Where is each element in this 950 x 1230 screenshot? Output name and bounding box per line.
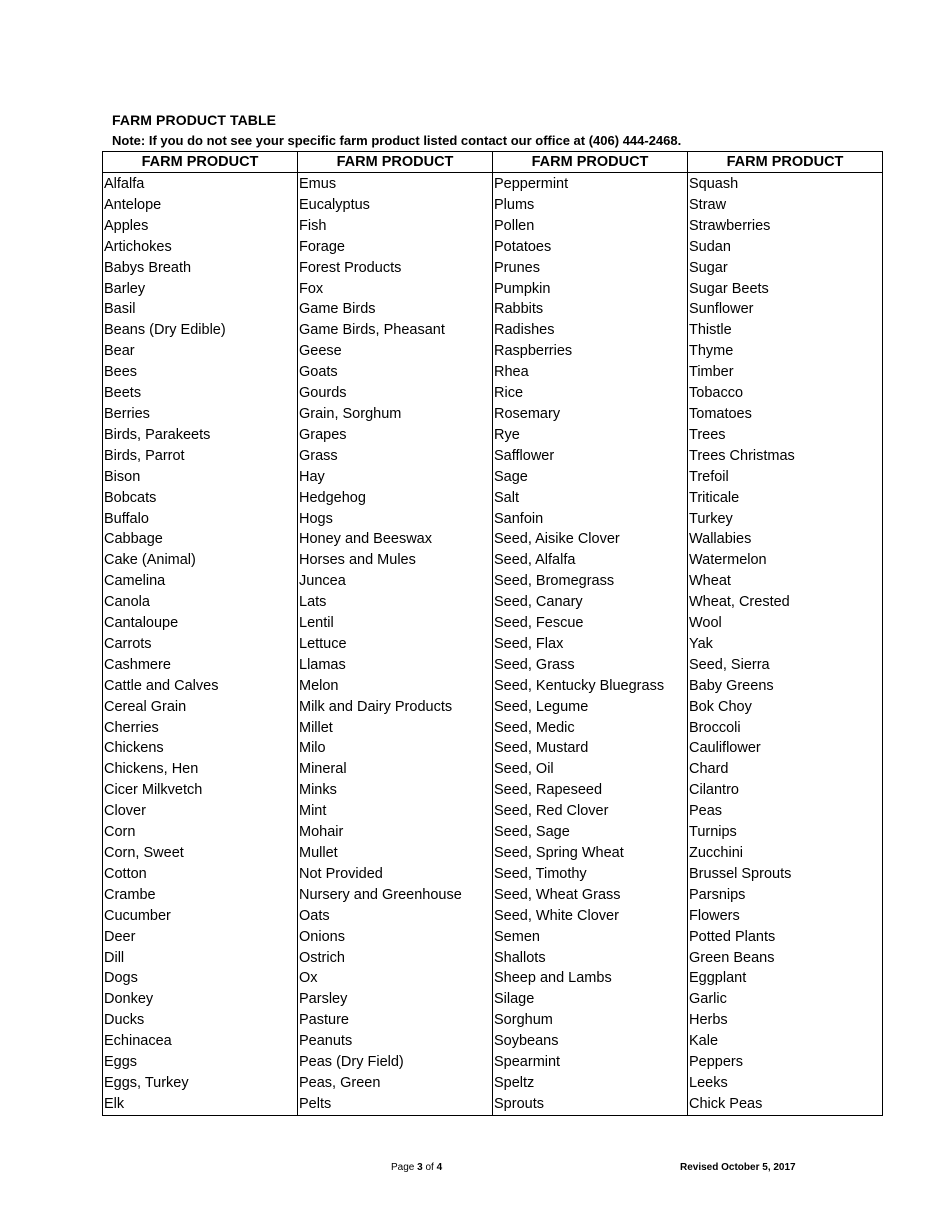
page-total: 4 [436, 1162, 443, 1173]
table-row [103, 488, 883, 509]
table-cell: Seed, Sage [493, 822, 688, 843]
table-cell: Eggs [103, 1052, 298, 1073]
table-row [103, 655, 883, 676]
table-row [103, 550, 883, 571]
table-cell: Antelope [103, 195, 298, 216]
table-cell: Peanuts [298, 1031, 493, 1052]
table-cell: Garlic [688, 989, 883, 1010]
table-row [103, 529, 883, 550]
table-cell: Crambe [103, 885, 298, 906]
table-cell: Birds, Parakeets [103, 425, 298, 446]
table-cell: Forage [298, 237, 493, 258]
column-header: FARM PRODUCT [493, 152, 688, 173]
table-cell: Thyme [688, 341, 883, 362]
table-cell: Chick Peas [688, 1094, 883, 1115]
table-cell: Sugar [688, 258, 883, 279]
table-row [103, 195, 883, 216]
table-cell: Mint [298, 801, 493, 822]
table-cell: Cabbage [103, 529, 298, 550]
table-row [103, 697, 883, 718]
table-cell: Sheep and Lambs [493, 968, 688, 989]
table-cell: Sprouts [493, 1094, 688, 1115]
table-cell: Hay [298, 467, 493, 488]
table-cell: Basil [103, 299, 298, 320]
table-cell: Speltz [493, 1073, 688, 1094]
table-row [103, 989, 883, 1010]
table-cell: Eggplant [688, 968, 883, 989]
table-cell: Wallabies [688, 529, 883, 550]
table-row [103, 822, 883, 843]
table-cell: Potted Plants [688, 927, 883, 948]
table-cell: Goats [298, 362, 493, 383]
table-cell: Deer [103, 927, 298, 948]
table-cell: Bobcats [103, 488, 298, 509]
table-title: FARM PRODUCT TABLE [112, 112, 277, 128]
table-cell: Game Birds [298, 299, 493, 320]
table-cell: Baby Greens [688, 676, 883, 697]
table-row [103, 258, 883, 279]
table-cell: Rhea [493, 362, 688, 383]
table-body [103, 173, 883, 1116]
table-row [103, 1031, 883, 1052]
table-cell: Seed, Timothy [493, 864, 688, 885]
table-cell: Chard [688, 759, 883, 780]
table-cell: Echinacea [103, 1031, 298, 1052]
table-row [103, 1094, 883, 1115]
table-cell: Cantaloupe [103, 613, 298, 634]
table-row [103, 780, 883, 801]
table-row [103, 843, 883, 864]
table-cell: Straw [688, 195, 883, 216]
table-cell: Radishes [493, 320, 688, 341]
table-row [103, 927, 883, 948]
table-cell: Pasture [298, 1010, 493, 1031]
table-cell: Apples [103, 216, 298, 237]
table-cell: Seed, Mustard [493, 738, 688, 759]
table-row [103, 467, 883, 488]
table-cell: Parsnips [688, 885, 883, 906]
table-cell: Peppermint [493, 173, 688, 195]
table-cell: Carrots [103, 634, 298, 655]
table-cell: Sage [493, 467, 688, 488]
table-cell: Geese [298, 341, 493, 362]
table-cell: Berries [103, 404, 298, 425]
table-cell: Seed, Alfalfa [493, 550, 688, 571]
table-cell: Mullet [298, 843, 493, 864]
table-cell: Chickens, Hen [103, 759, 298, 780]
table-cell: Elk [103, 1094, 298, 1115]
table-cell: Eucalyptus [298, 195, 493, 216]
table-cell: Sanfoin [493, 509, 688, 530]
table-cell: Dogs [103, 968, 298, 989]
table-cell: Peppers [688, 1052, 883, 1073]
table-cell: Horses and Mules [298, 550, 493, 571]
table-cell: Buffalo [103, 509, 298, 530]
table-row [103, 948, 883, 969]
table-row [103, 864, 883, 885]
table-cell: Zucchini [688, 843, 883, 864]
table-cell: Camelina [103, 571, 298, 592]
table-cell: Wheat, Crested [688, 592, 883, 613]
table-cell: Beans (Dry Edible) [103, 320, 298, 341]
table-cell: Grapes [298, 425, 493, 446]
table-cell: Seed, Medic [493, 718, 688, 739]
table-row [103, 404, 883, 425]
table-cell: Lettuce [298, 634, 493, 655]
table-cell: Bear [103, 341, 298, 362]
table-row [103, 718, 883, 739]
revised-date: Revised October 5, 2017 [680, 1162, 796, 1173]
table-cell: Sudan [688, 237, 883, 258]
table-cell: Grass [298, 446, 493, 467]
table-cell: Salt [493, 488, 688, 509]
table-cell: Trees Christmas [688, 446, 883, 467]
farm-product-table [102, 151, 883, 1116]
table-cell: Donkey [103, 989, 298, 1010]
table-cell: Strawberries [688, 216, 883, 237]
table-row [103, 801, 883, 822]
column-header: FARM PRODUCT [298, 152, 493, 173]
table-cell: Sorghum [493, 1010, 688, 1031]
table-row [103, 299, 883, 320]
table-cell: Sugar Beets [688, 279, 883, 300]
table-cell: Cotton [103, 864, 298, 885]
table-cell: Mineral [298, 759, 493, 780]
table-row [103, 676, 883, 697]
page-number [391, 1162, 442, 1173]
table-cell: Seed, Wheat Grass [493, 885, 688, 906]
table-cell: Silage [493, 989, 688, 1010]
table-cell: Rice [493, 383, 688, 404]
table-cell: Oats [298, 906, 493, 927]
table-cell: Cauliflower [688, 738, 883, 759]
table-cell: Trees [688, 425, 883, 446]
table-cell: Fox [298, 279, 493, 300]
table-cell: Flowers [688, 906, 883, 927]
table-cell: Llamas [298, 655, 493, 676]
table-row [103, 279, 883, 300]
table-cell: Seed, Red Clover [493, 801, 688, 822]
table-row [103, 320, 883, 341]
page-prefix: Page [391, 1162, 418, 1173]
table-row [103, 237, 883, 258]
table-cell: Ducks [103, 1010, 298, 1031]
table-cell: Seed, Spring Wheat [493, 843, 688, 864]
table-cell: Nursery and Greenhouse [298, 885, 493, 906]
table-cell: Canola [103, 592, 298, 613]
table-cell: Dill [103, 948, 298, 969]
table-cell: Bok Choy [688, 697, 883, 718]
table-cell: Hogs [298, 509, 493, 530]
table-cell: Squash [688, 173, 883, 195]
table-cell: Broccoli [688, 718, 883, 739]
table-cell: Green Beans [688, 948, 883, 969]
table-cell: Seed, Flax [493, 634, 688, 655]
table-cell: Juncea [298, 571, 493, 592]
table-cell: Grain, Sorghum [298, 404, 493, 425]
table-cell: Herbs [688, 1010, 883, 1031]
table-cell: Prunes [493, 258, 688, 279]
table-row [103, 906, 883, 927]
table-cell: Not Provided [298, 864, 493, 885]
table-row [103, 509, 883, 530]
header-row [103, 152, 883, 173]
table-cell: Shallots [493, 948, 688, 969]
table-cell: Seed, Canary [493, 592, 688, 613]
table-cell: Fish [298, 216, 493, 237]
table-cell: Peas [688, 801, 883, 822]
table-row [103, 592, 883, 613]
table-cell: Corn [103, 822, 298, 843]
table-row [103, 634, 883, 655]
table-row [103, 968, 883, 989]
table-row [103, 216, 883, 237]
table-cell: Parsley [298, 989, 493, 1010]
table-header [103, 152, 883, 173]
table-cell: Alfalfa [103, 173, 298, 195]
table-cell: Tomatoes [688, 404, 883, 425]
table-cell: Raspberries [493, 341, 688, 362]
table-cell: Seed, Legume [493, 697, 688, 718]
table-cell: Cashmere [103, 655, 298, 676]
table-cell: Ostrich [298, 948, 493, 969]
table-cell: Cilantro [688, 780, 883, 801]
table-cell: Emus [298, 173, 493, 195]
table-cell: Lats [298, 592, 493, 613]
table-row [103, 1010, 883, 1031]
table-cell: Rye [493, 425, 688, 446]
table-cell: Birds, Parrot [103, 446, 298, 467]
page-of: of [422, 1162, 437, 1173]
table-cell: Pollen [493, 216, 688, 237]
table-cell: Bison [103, 467, 298, 488]
table-cell: Trefoil [688, 467, 883, 488]
table-cell: Cherries [103, 718, 298, 739]
table-cell: Chickens [103, 738, 298, 759]
table-cell: Seed, Oil [493, 759, 688, 780]
table-cell: Ox [298, 968, 493, 989]
table-row [103, 738, 883, 759]
table-cell: Brussel Sprouts [688, 864, 883, 885]
table-cell: Kale [688, 1031, 883, 1052]
table-cell: Triticale [688, 488, 883, 509]
table-cell: Wool [688, 613, 883, 634]
table-cell: Cucumber [103, 906, 298, 927]
column-header: FARM PRODUCT [688, 152, 883, 173]
table-cell: Game Birds, Pheasant [298, 320, 493, 341]
table-cell: Semen [493, 927, 688, 948]
table-cell: Watermelon [688, 550, 883, 571]
table-cell: Safflower [493, 446, 688, 467]
table-cell: Wheat [688, 571, 883, 592]
table-cell: Thistle [688, 320, 883, 341]
table-cell: Seed, Aisike Clover [493, 529, 688, 550]
table-cell: Leeks [688, 1073, 883, 1094]
table-cell: Plums [493, 195, 688, 216]
table-row [103, 173, 883, 195]
table-cell: Spearmint [493, 1052, 688, 1073]
table-row [103, 759, 883, 780]
table-cell: Cattle and Calves [103, 676, 298, 697]
table-cell: Milk and Dairy Products [298, 697, 493, 718]
table-cell: Seed, Rapeseed [493, 780, 688, 801]
table-cell: Rosemary [493, 404, 688, 425]
table-cell: Lentil [298, 613, 493, 634]
table-cell: Tobacco [688, 383, 883, 404]
table-cell: Seed, Sierra [688, 655, 883, 676]
column-header: FARM PRODUCT [103, 152, 298, 173]
table-cell: Milo [298, 738, 493, 759]
table-cell: Seed, White Clover [493, 906, 688, 927]
table-row [103, 1052, 883, 1073]
table-cell: Seed, Bromegrass [493, 571, 688, 592]
table-cell: Hedgehog [298, 488, 493, 509]
table-cell: Yak [688, 634, 883, 655]
table-cell: Rabbits [493, 299, 688, 320]
table-row [103, 613, 883, 634]
contact-note: Note: If you do not see your specific farm product listed contact our office at (406) 444-2468. [112, 133, 682, 148]
table-row [103, 571, 883, 592]
table-cell: Soybeans [493, 1031, 688, 1052]
table-cell: Cereal Grain [103, 697, 298, 718]
table-cell: Clover [103, 801, 298, 822]
table-cell: Cicer Milkvetch [103, 780, 298, 801]
table-cell: Turnips [688, 822, 883, 843]
table-row [103, 446, 883, 467]
table-cell: Onions [298, 927, 493, 948]
table-cell: Millet [298, 718, 493, 739]
table-cell: Honey and Beeswax [298, 529, 493, 550]
table-cell: Barley [103, 279, 298, 300]
table-cell: Turkey [688, 509, 883, 530]
table-cell: Corn, Sweet [103, 843, 298, 864]
table-cell: Gourds [298, 383, 493, 404]
table-cell: Minks [298, 780, 493, 801]
table-cell: Babys Breath [103, 258, 298, 279]
table-cell: Peas, Green [298, 1073, 493, 1094]
table-cell: Seed, Fescue [493, 613, 688, 634]
table-row [103, 1073, 883, 1094]
table-row [103, 341, 883, 362]
page-current: 3 [417, 1162, 423, 1173]
table-cell: Artichokes [103, 237, 298, 258]
table-cell: Beets [103, 383, 298, 404]
table-cell: Bees [103, 362, 298, 383]
table-cell: Forest Products [298, 258, 493, 279]
table-cell: Peas (Dry Field) [298, 1052, 493, 1073]
table-row [103, 362, 883, 383]
table-row [103, 425, 883, 446]
table-cell: Seed, Grass [493, 655, 688, 676]
table-cell: Timber [688, 362, 883, 383]
table-cell: Mohair [298, 822, 493, 843]
table-cell: Pumpkin [493, 279, 688, 300]
table-row [103, 383, 883, 404]
table-cell: Potatoes [493, 237, 688, 258]
table-cell: Sunflower [688, 299, 883, 320]
table-cell: Eggs, Turkey [103, 1073, 298, 1094]
table-row [103, 885, 883, 906]
table-cell: Cake (Animal) [103, 550, 298, 571]
table-cell: Seed, Kentucky Bluegrass [493, 676, 688, 697]
table-cell: Melon [298, 676, 493, 697]
table-cell: Pelts [298, 1094, 493, 1115]
